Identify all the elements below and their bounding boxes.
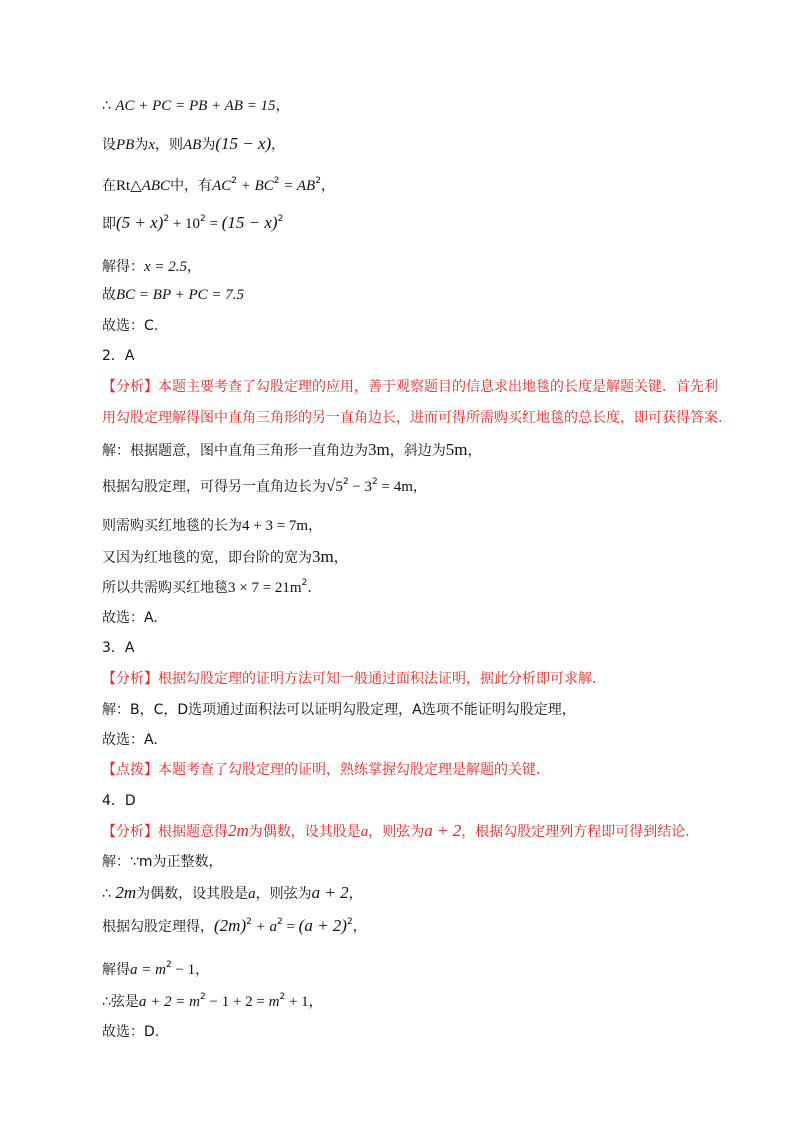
line-15 xyxy=(102,578,312,598)
text-segment: 为 xyxy=(134,137,149,153)
text-segment: 即 xyxy=(102,216,116,232)
line-11 xyxy=(102,440,481,461)
math-expression: − 1 + 2 = xyxy=(205,994,269,1010)
text-segment: ， xyxy=(352,919,367,935)
superscript: 2 xyxy=(279,992,286,1002)
text-segment: 中，有 xyxy=(170,178,213,194)
superscript: 2 xyxy=(277,214,284,224)
math-expression: √ xyxy=(326,476,336,495)
line-10 xyxy=(102,408,722,428)
text-segment: ∴弦是 xyxy=(102,994,139,1010)
superscript: 2 xyxy=(200,992,206,1002)
text-segment: ， xyxy=(275,98,290,114)
text-segment: ， xyxy=(187,259,202,275)
line-24 xyxy=(102,852,223,872)
line-27 xyxy=(102,960,209,980)
math-expression: x = 2.5 xyxy=(144,259,188,275)
math-expression: (2m) xyxy=(214,916,247,935)
superscript: 2 xyxy=(276,917,283,927)
math-expression: = xyxy=(205,216,222,232)
math-expression: 3 × 7 = 21m xyxy=(228,580,302,596)
math-expression: (15 − x) xyxy=(221,213,278,232)
line-1 xyxy=(102,96,290,116)
math-expression: + 1 xyxy=(285,994,309,1010)
line-18 xyxy=(102,669,596,689)
superscript: 2 xyxy=(200,214,206,224)
math-expression: BC = BP + PC = 7.5 xyxy=(116,287,245,303)
text-segment: ∴ xyxy=(102,98,116,114)
text-segment: ， xyxy=(412,479,427,495)
text-segment: ， xyxy=(333,550,348,566)
line-26 xyxy=(102,916,367,937)
text-segment: ， xyxy=(195,962,210,978)
line-22 xyxy=(102,791,136,811)
math-expression: + 10 xyxy=(169,216,201,232)
superscript: 2 xyxy=(342,477,349,487)
math-expression: a + 2 xyxy=(311,883,349,902)
superscript: 2 xyxy=(163,214,170,224)
math-expression: AC xyxy=(212,178,232,194)
text-segment: 【分析】根据勾股定理的证明方法可知一般通过面积法证明，据此分析即可求解. xyxy=(102,671,597,687)
text-segment: 设 xyxy=(102,137,116,153)
line-20 xyxy=(102,730,158,750)
text-segment: ，则弦为 xyxy=(255,886,312,902)
line-16 xyxy=(102,608,158,628)
text-segment: 解得： xyxy=(102,259,144,275)
math-expression: 2m xyxy=(115,883,137,902)
superscript: 2 xyxy=(246,917,252,927)
superscript: 2 xyxy=(346,917,353,927)
text-segment: 4．D xyxy=(102,793,136,809)
text-segment: 【分析】本题主要考查了勾股定理的应用，善于观察题目的信息求出地毯的长度是解题关键．首先利 xyxy=(102,379,718,395)
line-9 xyxy=(102,377,718,397)
text-segment: 解：∵m为正整数， xyxy=(102,854,223,870)
math-expression: a xyxy=(248,886,256,902)
text-segment: 在 xyxy=(102,178,116,194)
line-21 xyxy=(102,760,540,780)
text-segment: ，则弦为 xyxy=(368,824,425,840)
math-expression: + BC xyxy=(236,178,274,194)
text-segment: 【点拨】本题考查了勾股定理的证明，熟练掌握勾股定理是解题的关键. xyxy=(102,762,541,778)
line-12 xyxy=(102,476,427,497)
math-expression: (5 + x) xyxy=(116,213,164,232)
math-expression: 2m xyxy=(228,821,249,840)
text-segment: 根据勾股定理得， xyxy=(102,919,214,935)
math-expression: a xyxy=(360,824,369,840)
text-segment: 故 xyxy=(102,287,116,303)
math-expression: 4 + 3 = 7m xyxy=(242,518,309,534)
math-expression: + a xyxy=(251,919,277,935)
line-3 xyxy=(102,176,335,196)
math-expression: = 4m xyxy=(377,479,413,495)
math-expression: Rt△ xyxy=(116,178,142,194)
line-25 xyxy=(102,883,363,904)
text-segment: 又因为红地毯的宽，即台阶的宽为 xyxy=(102,550,312,566)
superscript: 2 xyxy=(315,176,321,186)
math-expression: = xyxy=(282,919,299,935)
line-23 xyxy=(102,821,690,842)
math-expression: − 1 xyxy=(171,962,196,978)
text-segment: ， xyxy=(467,443,482,459)
math-expression: − 3 xyxy=(348,479,373,495)
math-expression: (15 − x) xyxy=(215,134,272,153)
superscript: 2 xyxy=(301,578,308,588)
superscript: 2 xyxy=(273,176,280,186)
line-29 xyxy=(102,1022,159,1042)
line-14 xyxy=(102,547,348,568)
text-segment: 用勾股定理解得图中直角三角形的另一直角边长，进而可得所需购买红地毯的总长度，即可获得答案. xyxy=(102,410,723,426)
text-segment: 2．A xyxy=(102,348,135,364)
text-segment: 则需购买红地毯的长为 xyxy=(102,518,242,534)
text-segment: 解得 xyxy=(102,962,130,978)
line-17 xyxy=(102,638,134,658)
superscript: 2 xyxy=(231,176,237,186)
superscript: 2 xyxy=(372,477,378,487)
line-13 xyxy=(102,516,322,536)
text-segment: 3．A xyxy=(102,640,135,656)
text-segment: 故选：D. xyxy=(102,1024,160,1040)
text-segment: ∴ xyxy=(102,886,116,902)
math-expression: (a + 2) xyxy=(298,916,347,935)
text-segment: ，斜边为 xyxy=(389,443,446,459)
text-segment: 解：根据题意，图中直角三角形一直角边为 xyxy=(102,443,368,459)
text-segment: ， xyxy=(308,994,323,1010)
line-6 xyxy=(102,285,244,305)
text-segment: 解：B，C，D选项通过面积法可以证明勾股定理，A选项不能证明勾股定理， xyxy=(102,702,576,718)
math-expression: 3m xyxy=(312,547,334,566)
text-segment: ，则 xyxy=(155,137,183,153)
line-8 xyxy=(102,346,134,366)
math-expression: AC + PC = PB + AB = 15 xyxy=(115,98,276,114)
line-2 xyxy=(102,134,285,155)
math-expression: m xyxy=(268,994,280,1010)
text-segment: ，根据勾股定理列方程即可得到结论. xyxy=(461,824,690,840)
line-4 xyxy=(102,213,283,234)
math-expression: AB xyxy=(183,137,202,153)
math-expression: 5m xyxy=(445,440,468,459)
line-5 xyxy=(102,257,201,277)
text-segment: 【分析】根据题意得 xyxy=(102,824,228,840)
text-segment: . xyxy=(307,580,312,596)
text-segment: 故选：A. xyxy=(102,732,158,748)
text-segment: 根据勾股定理，可得另一直角边长为 xyxy=(102,479,326,495)
math-expression: 5 xyxy=(335,479,343,495)
math-expression: ABC xyxy=(141,178,171,194)
text-segment: 为 xyxy=(201,137,216,153)
superscript: 2 xyxy=(165,960,172,970)
text-segment: 故选：C. xyxy=(102,318,159,334)
text-segment: 为偶数，设其股是 xyxy=(136,886,249,902)
text-segment: ， xyxy=(320,178,335,194)
text-segment: ， xyxy=(271,137,286,153)
math-expression: PB xyxy=(116,137,135,153)
math-expression: a = m xyxy=(130,962,166,978)
math-expression: 3m xyxy=(368,440,390,459)
line-28 xyxy=(102,992,323,1012)
text-segment: ， xyxy=(348,886,363,902)
math-expression: a + 2 = m xyxy=(138,994,200,1010)
line-19 xyxy=(102,700,576,720)
line-7 xyxy=(102,316,158,336)
text-segment: ， xyxy=(308,518,323,534)
math-expression: x xyxy=(148,137,155,153)
math-expression: = AB xyxy=(279,178,316,194)
math-expression: a + 2 xyxy=(424,821,462,840)
text-segment: 故选：A. xyxy=(102,610,158,626)
text-segment: 为偶数，设其股是 xyxy=(248,824,361,840)
text-segment: 所以共需购买红地毯 xyxy=(102,580,228,596)
